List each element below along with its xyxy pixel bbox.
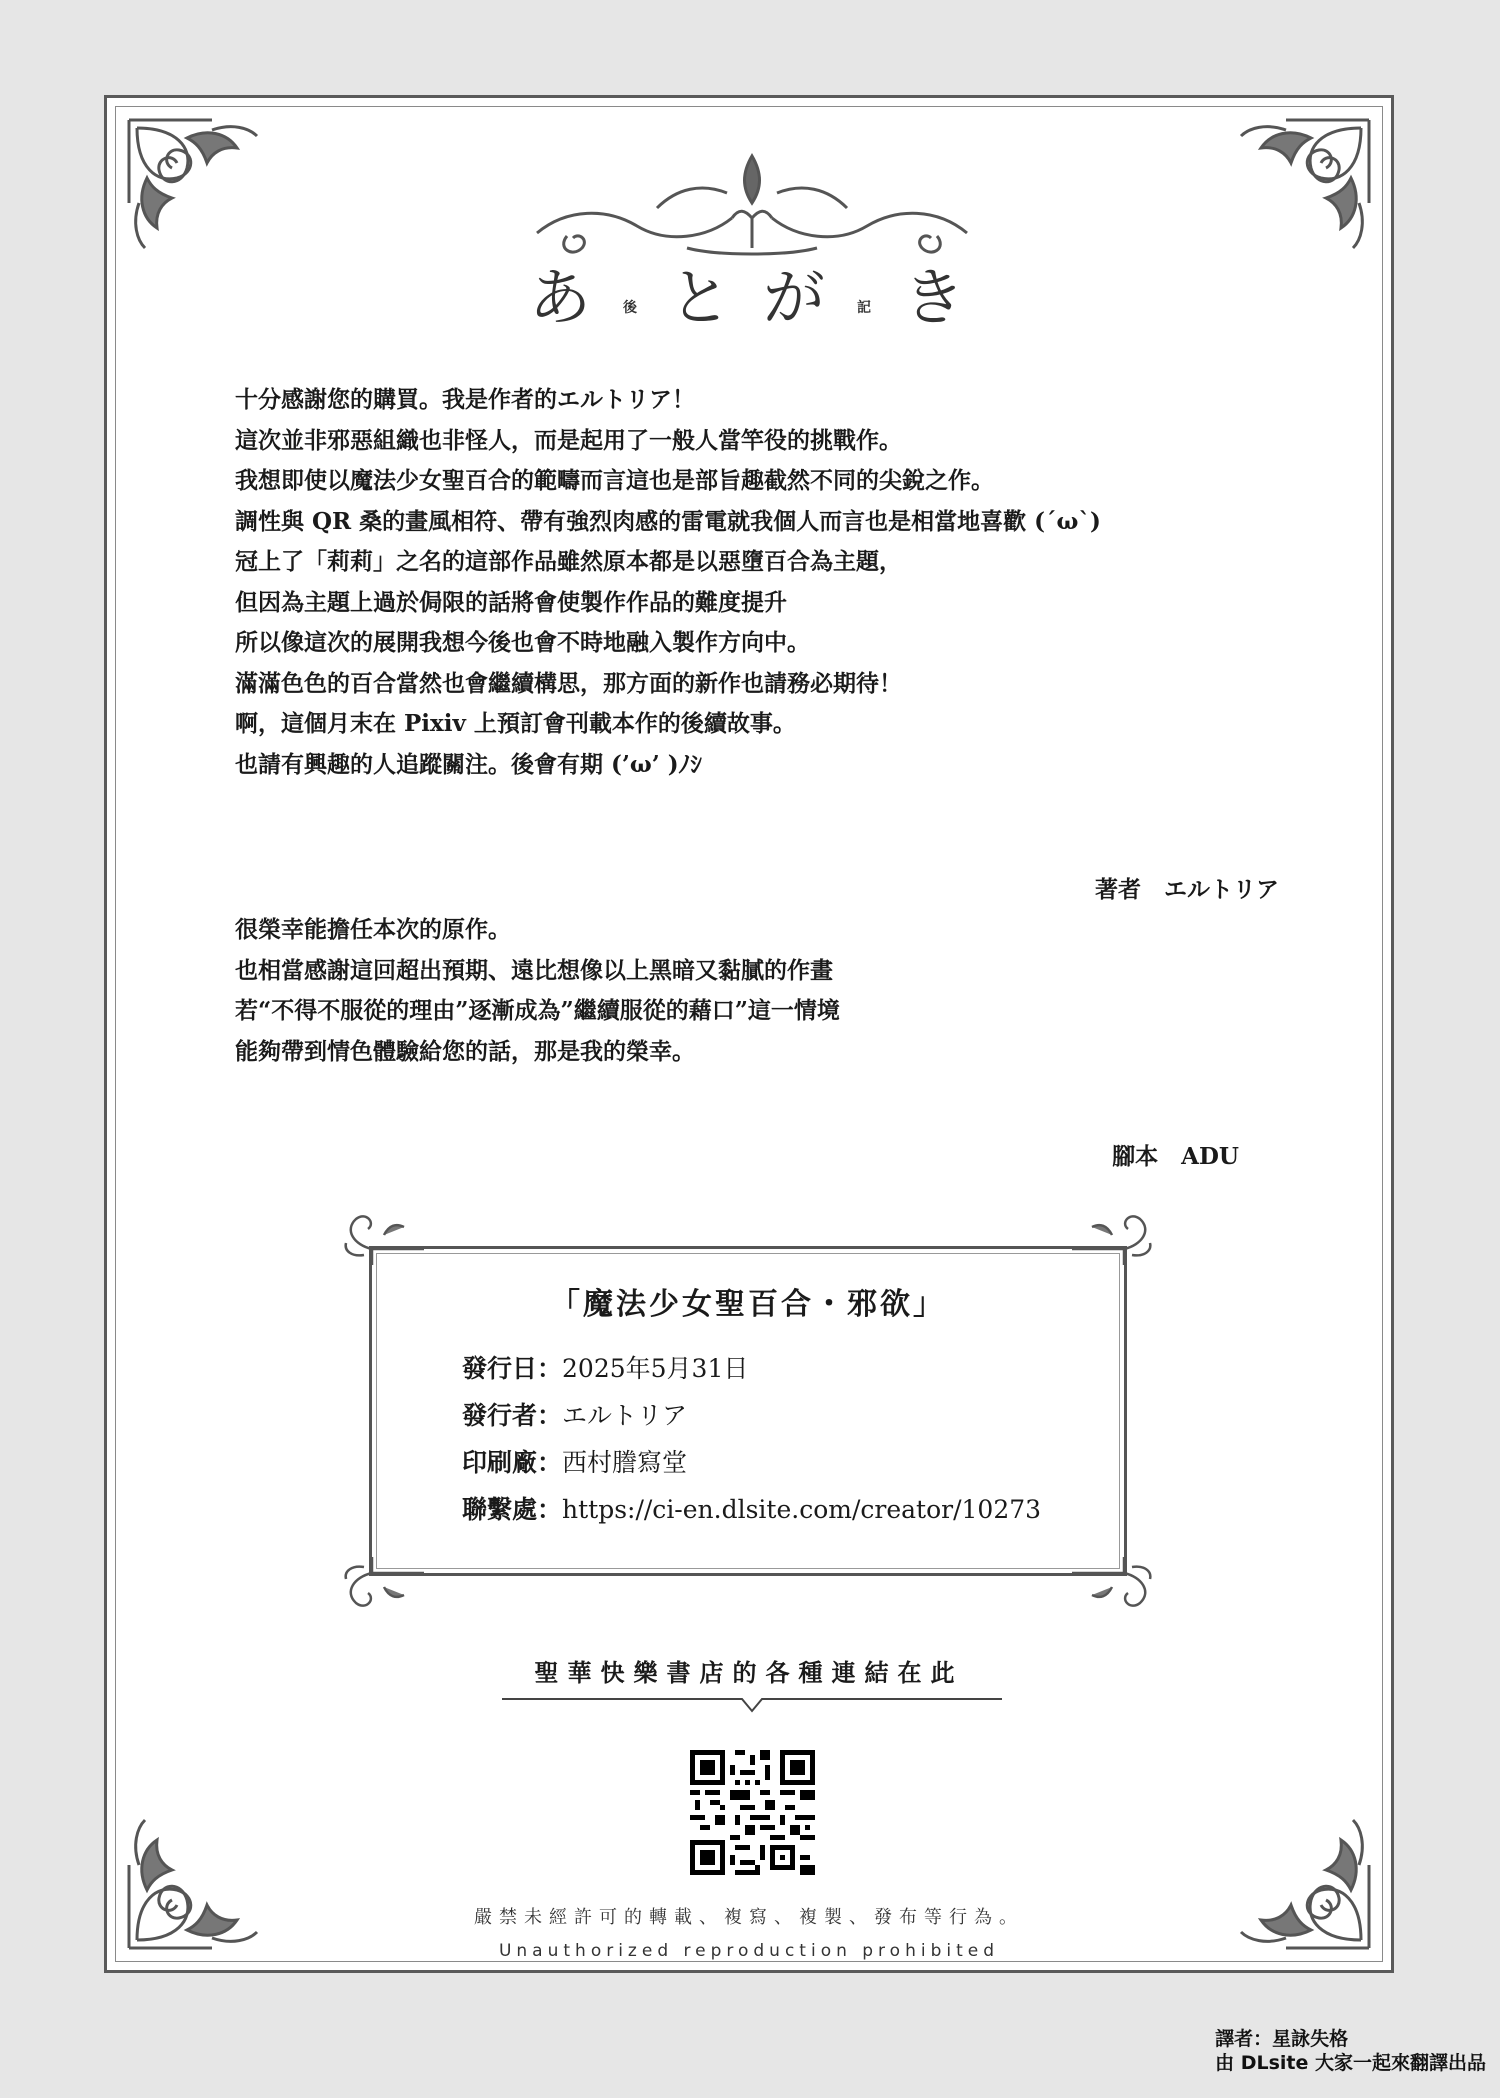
row-value: 2025年5月31日 (562, 1354, 749, 1383)
box-flourish-icon (1072, 1205, 1162, 1265)
colophon-row-contact (462, 1486, 1041, 1533)
colophon-rows (462, 1345, 1041, 1533)
afterword-paragraph-script (235, 910, 1285, 1072)
publisher-credit: 由 DLsite 大家一起來翻譯出品 (1215, 2052, 1486, 2074)
store-links-label: 聖華快樂書店的各種連結在此 (534, 1659, 964, 1687)
copyright-notice-en: Unauthorized reproduction prohibited (498, 1941, 1000, 1961)
row-label: 印刷廠： (462, 1448, 563, 1477)
row-label: 發行者： (462, 1401, 563, 1430)
corner-ornament-icon (1231, 108, 1381, 258)
colophon-row-publisher (462, 1392, 1041, 1439)
corner-ornament-icon (117, 1810, 267, 1960)
text-line: 能夠帶到情色體驗給您的話，那是我的榮幸。 (235, 1037, 695, 1065)
title-char: と (668, 261, 735, 334)
text-line: 很榮幸能擔任本次的原作。 (235, 916, 511, 943)
text-line: 十分感謝您的購買。我是作者的エルトリア！ (235, 386, 695, 413)
title-char: き (903, 261, 970, 334)
contact-link[interactable]: https://ci-en.dlsite.com/creator/10273 (562, 1495, 1042, 1524)
author-signature: 著者 エルトリア (1095, 876, 1279, 903)
title-char: が (763, 261, 830, 334)
afterword-page (104, 95, 1394, 1973)
text-line: 所以像這次的展開我想今後也會不時地融入製作方向中。 (235, 629, 810, 656)
text-line: 這次並非邪惡組織也非怪人，而是起用了一般人當竿役的挑戰作。 (235, 426, 902, 454)
colophon-row-printer (462, 1439, 1041, 1486)
page-title (107, 248, 1391, 337)
translation-credits (1215, 2027, 1486, 2075)
script-signature: 腳本 ADU (1112, 1143, 1239, 1170)
text-line: 但因為主題上過於侷限的話將會使製作作品的難度提升 (235, 588, 787, 616)
colophon-row-date (462, 1345, 1041, 1392)
colophon-box (369, 1246, 1127, 1576)
title-char: あ (528, 261, 595, 334)
box-flourish-icon (334, 1205, 424, 1265)
row-value: エルトリア (562, 1401, 688, 1430)
text-line: 冠上了「莉莉」之名的這部作品雖然原本都是以惡墮百合為主題， (235, 548, 902, 575)
title-ruby: 後 (622, 300, 641, 316)
text-line: 若“不得不服從的理由”逐漸成為”繼續服從的藉口”這一情境 (235, 997, 840, 1024)
corner-ornament-icon (1231, 1810, 1381, 1960)
copyright-notice-cn: 嚴禁未經許可的轉載、複寫、複製、發布等行為。 (474, 1907, 1024, 1928)
row-label: 發行日： (462, 1354, 563, 1383)
text-line: 我想即使以魔法少女聖百合的範疇而言這也是部旨趣截然不同的尖銳之作。 (235, 467, 994, 494)
translator-credit: 譯者：星詠失格 (1215, 2028, 1349, 2050)
corner-ornament-icon (117, 108, 267, 258)
afterword-paragraph-author (235, 380, 1285, 785)
work-title: 「魔法少女聖百合・邪欲」 (550, 1287, 946, 1322)
text-line: 滿滿色色的百合當然也會繼續構思，那方面的新作也請務必期待！ (235, 669, 902, 697)
row-label: 聯繫處： (462, 1495, 563, 1524)
row-value: 西村謄寫堂 (562, 1448, 688, 1477)
text-line: 也請有興趣的人追蹤關注。後會有期 (’ω’ )ﾉｼ (235, 750, 702, 778)
text-line: 調性與 QR 桑的畫風相符、帶有強烈肉感的雷電就我個人而言也是相當地喜歡 (´ω`) (235, 507, 1101, 535)
text-line: 也相當感謝這回超出預期、遠比想像以上黑暗又黏膩的作畫 (235, 956, 833, 984)
pointer-divider-icon (502, 1695, 1002, 1715)
qr-code-icon[interactable] (690, 1750, 815, 1875)
title-ruby: 記 (857, 300, 876, 316)
box-flourish-icon (334, 1557, 424, 1617)
box-flourish-icon (1072, 1557, 1162, 1617)
text-line: 啊，這個月末在 Pixiv 上預訂會刊載本作的後續故事。 (235, 710, 796, 737)
